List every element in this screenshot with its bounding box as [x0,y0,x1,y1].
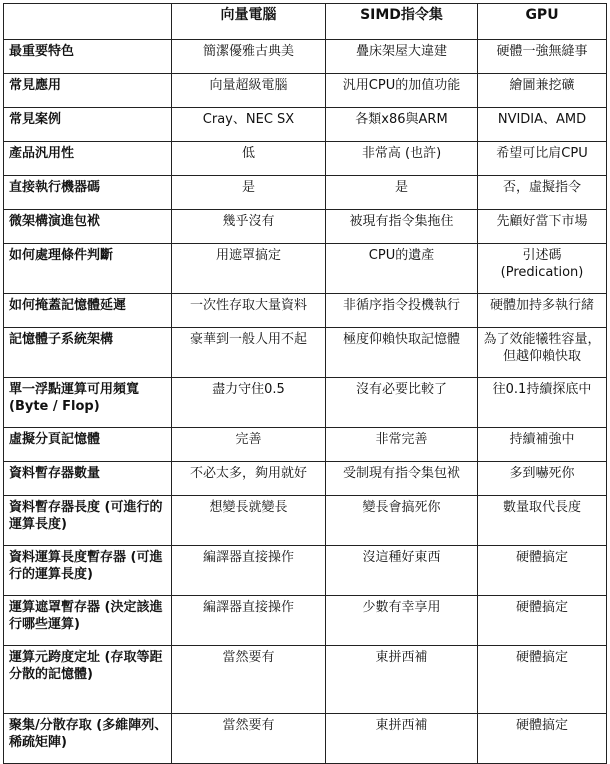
table-row [4,244,607,294]
table-row [4,210,607,244]
cell-gpu: 先顧好當下市場 [478,210,607,244]
row-label: 如何掩蓋記憶體延遲 [4,294,172,328]
table-row [4,142,607,176]
cell-vector: 向量超級電腦 [172,74,326,108]
cell-gpu: 硬體搞定 [478,714,607,764]
cell-gpu: 硬體搞定 [478,546,607,596]
cell-vector: 編譯器直接操作 [172,596,326,646]
row-label: 資料運算長度暫存器 (可進行的運算長度) [4,546,172,596]
row-label: 虛擬分頁記憶體 [4,428,172,462]
cell-simd: 是 [326,176,478,210]
cell-gpu: 硬體一強無縫事 [478,40,607,74]
cell-gpu: 硬體加持多執行緒 [478,294,607,328]
cell-simd: 東拼西補 [326,646,478,714]
row-label: 聚集/分散存取 (多維陣列、稀疏矩陣) [4,714,172,764]
table-row [4,40,607,74]
table-row [4,378,607,428]
cell-vector: 低 [172,142,326,176]
table-row [4,428,607,462]
table-row [4,108,607,142]
row-label: 資料暫存器數量 [4,462,172,496]
row-label: 產品汎用性 [4,142,172,176]
cell-simd: 汎用CPU的加值功能 [326,74,478,108]
header-simd: SIMD指令集 [326,4,478,40]
cell-simd: 沒有必要比較了 [326,378,478,428]
row-label: 常見案例 [4,108,172,142]
cell-vector: 幾乎沒有 [172,210,326,244]
cell-simd: 非循序指令投機執行 [326,294,478,328]
header-corner [4,4,172,40]
cell-gpu: 希望可比肩CPU [478,142,607,176]
header-row [4,4,607,40]
cell-gpu: 否，虛擬指令 [478,176,607,210]
cell-simd: CPU的遺產 [326,244,478,294]
cell-gpu: 硬體搞定 [478,596,607,646]
row-label: 單一浮點運算可用頻寬 (Byte / Flop) [4,378,172,428]
cell-simd: 非常高 (也許) [326,142,478,176]
cell-simd: 變長會搞死你 [326,496,478,546]
cell-vector: 一次性存取大量資料 [172,294,326,328]
cell-simd: 受制現有指令集包袱 [326,462,478,496]
cell-vector: 是 [172,176,326,210]
table-row [4,546,607,596]
table-row [4,294,607,328]
row-label: 直接執行機器碼 [4,176,172,210]
cell-vector: 想變長就變長 [172,496,326,546]
table-row [4,596,607,646]
row-label: 資料暫存器長度 (可進行的運算長度) [4,496,172,546]
cell-simd: 沒這種好東西 [326,546,478,596]
cell-gpu: 多到嚇死你 [478,462,607,496]
cell-simd: 東拼西補 [326,714,478,764]
cell-vector: 盡力守住0.5 [172,378,326,428]
comparison-table [3,3,607,764]
table-row [4,462,607,496]
cell-gpu: NVIDIA、AMD [478,108,607,142]
table-row [4,646,607,714]
cell-gpu: 引述碼 (Predication) [478,244,607,294]
table-row [4,74,607,108]
header-gpu: GPU [478,4,607,40]
cell-gpu: 往0.1持續探底中 [478,378,607,428]
cell-vector: 編譯器直接操作 [172,546,326,596]
cell-gpu: 為了效能犧牲容量，但越仰賴快取 [478,328,607,378]
row-label: 微架構演進包袱 [4,210,172,244]
cell-simd: 少數有幸享用 [326,596,478,646]
cell-gpu: 繪圖兼挖礦 [478,74,607,108]
cell-vector: 當然要有 [172,646,326,714]
cell-gpu: 數量取代長度 [478,496,607,546]
cell-gpu: 硬體搞定 [478,646,607,714]
cell-vector: 簡潔優雅古典美 [172,40,326,74]
cell-simd: 疊床架屋大違建 [326,40,478,74]
row-label: 最重要特色 [4,40,172,74]
cell-vector: 當然要有 [172,714,326,764]
row-label: 如何處理條件判斷 [4,244,172,294]
row-label: 常見應用 [4,74,172,108]
table-row [4,328,607,378]
cell-vector: 豪華到一般人用不起 [172,328,326,378]
cell-simd: 極度仰賴快取記憶體 [326,328,478,378]
cell-vector: 完善 [172,428,326,462]
row-label: 記憶體子系統架構 [4,328,172,378]
table-row [4,714,607,764]
table-row [4,176,607,210]
table-row [4,496,607,546]
header-vector-computer: 向量電腦 [172,4,326,40]
cell-gpu: 持續補強中 [478,428,607,462]
cell-simd: 被現有指令集拖住 [326,210,478,244]
row-label: 運算元跨度定址 (存取等距分散的記憶體) [4,646,172,714]
row-label: 運算遮罩暫存器 (決定該進行哪些運算) [4,596,172,646]
cell-vector: 不必太多，夠用就好 [172,462,326,496]
cell-vector: 用遮罩搞定 [172,244,326,294]
cell-simd: 非常完善 [326,428,478,462]
cell-simd: 各類x86與ARM [326,108,478,142]
cell-vector: Cray、NEC SX [172,108,326,142]
